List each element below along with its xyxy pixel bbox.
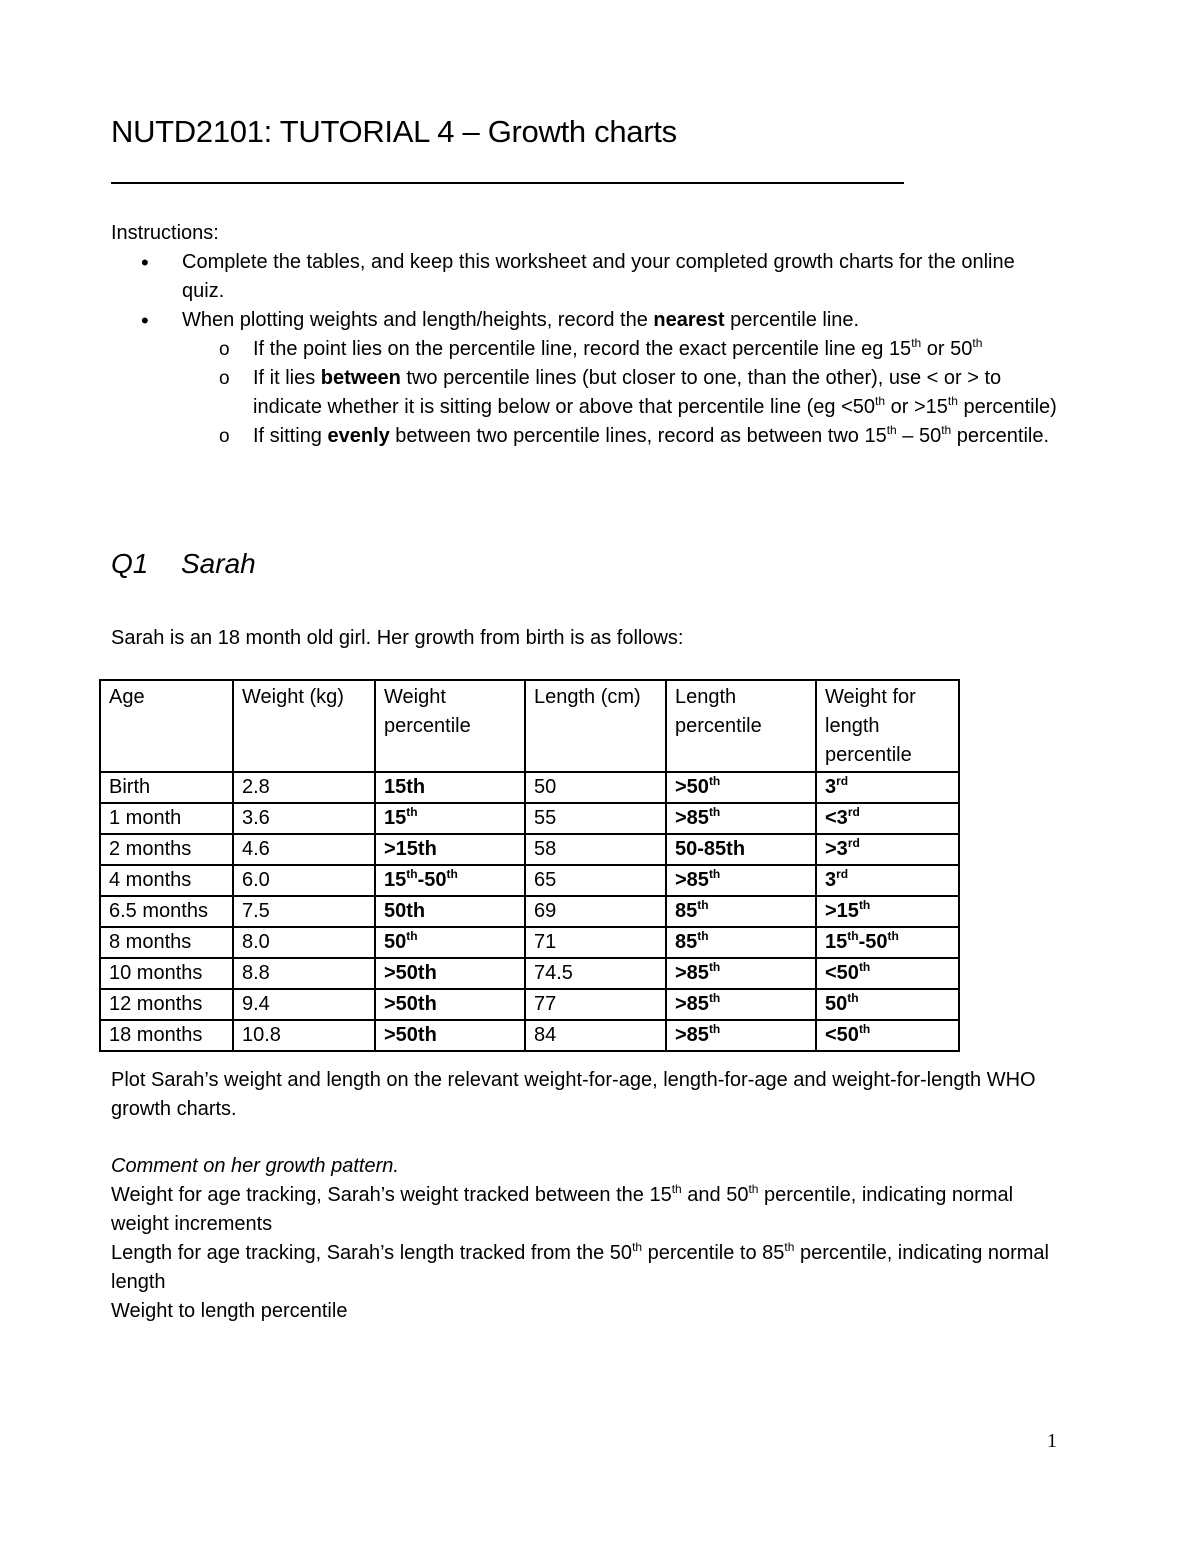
cell-age: 2 months — [100, 834, 233, 865]
cell-age: 18 months — [100, 1020, 233, 1051]
question-heading — [111, 548, 256, 580]
cell-weight-percentile: >50th — [375, 958, 525, 989]
table-header-cell: Age — [100, 680, 233, 772]
cell-weight-for-length-percentile: 3rd — [816, 772, 959, 803]
cell-weight-percentile: >50th — [375, 1020, 525, 1051]
cell-age: Birth — [100, 772, 233, 803]
cell-weight-percentile: 15th-50th — [375, 865, 525, 896]
question-number: Q1 — [111, 548, 149, 579]
cell-weight-for-length-percentile: >15th — [816, 896, 959, 927]
instruction-sublist — [182, 335, 1061, 451]
table-row — [100, 834, 959, 865]
cell-length-percentile: >85th — [666, 989, 816, 1020]
cell-length: 84 — [525, 1020, 666, 1051]
cell-weight: 8.0 — [233, 927, 375, 958]
cell-weight-percentile: 50th — [375, 896, 525, 927]
growth-table — [99, 679, 960, 1052]
cell-weight-percentile: >15th — [375, 834, 525, 865]
cell-length-percentile: >85th — [666, 1020, 816, 1051]
cell-length-percentile: >85th — [666, 865, 816, 896]
comment-prompt: Comment on her growth pattern. — [111, 1155, 399, 1177]
table-row — [100, 927, 959, 958]
instruction-bullet-1: • Complete the tables, and keep this worksheet and your completed growth charts for the online quiz. — [111, 248, 1061, 306]
table-row — [100, 958, 959, 989]
cell-weight-for-length-percentile: <50th — [816, 958, 959, 989]
cell-length: 74.5 — [525, 958, 666, 989]
cell-weight: 6.0 — [233, 865, 375, 896]
cell-weight-for-length-percentile: 3rd — [816, 865, 959, 896]
cell-length-percentile: >85th — [666, 803, 816, 834]
cell-age: 4 months — [100, 865, 233, 896]
cell-length: 50 — [525, 772, 666, 803]
cell-weight: 7.5 — [233, 896, 375, 927]
instruction-subitem-1: o If the point lies on the percentile line, record the exact percentile line eg 15th or 50th — [182, 335, 1061, 364]
cell-age: 10 months — [100, 958, 233, 989]
cell-weight: 9.4 — [233, 989, 375, 1020]
cell-weight: 4.6 — [233, 834, 375, 865]
title-underline — [111, 182, 904, 184]
instructions-label: Instructions: — [111, 222, 219, 244]
table-row — [100, 865, 959, 896]
table-header-cell: Weight percentile — [375, 680, 525, 772]
cell-age: 6.5 months — [100, 896, 233, 927]
plot-instruction: Plot Sarah’s weight and length on the relevant weight-for-age, length-for-age and weight-for-length WHO growth charts. — [111, 1069, 1036, 1120]
cell-age: 12 months — [100, 989, 233, 1020]
table-row — [100, 1020, 959, 1051]
cell-weight-for-length-percentile: <3rd — [816, 803, 959, 834]
cell-weight-for-length-percentile: >3rd — [816, 834, 959, 865]
cell-length-percentile: >50th — [666, 772, 816, 803]
cell-weight-percentile: 50th — [375, 927, 525, 958]
cell-weight: 3.6 — [233, 803, 375, 834]
cell-weight-percentile: >50th — [375, 989, 525, 1020]
table-row — [100, 896, 959, 927]
instruction-subitem-2: o If it lies between two percentile lines (but closer to one, than the other), use < or > to indicate whether it is sitting below or above that percentile line (eg <50th or >15th percentile) — [182, 364, 1061, 422]
comment-weight-for-age: Weight for age tracking, Sarah’s weight tracked between the 15th and 50th percentile, indicating normal weight increments — [111, 1182, 1014, 1235]
cell-age: 1 month — [100, 803, 233, 834]
comment-length-for-age: Length for age tracking, Sarah’s length tracked from the 50th percentile to 85th percentile, indicating normal length — [111, 1240, 1050, 1293]
cell-weight-for-length-percentile: 50th — [816, 989, 959, 1020]
cell-length-percentile: >85th — [666, 958, 816, 989]
cell-length: 69 — [525, 896, 666, 927]
cell-weight: 10.8 — [233, 1020, 375, 1051]
cell-weight: 2.8 — [233, 772, 375, 803]
table-header-cell: Weight for length percentile — [816, 680, 959, 772]
question-name: Sarah — [181, 548, 256, 579]
table-header-cell: Weight (kg) — [233, 680, 375, 772]
cell-age: 8 months — [100, 927, 233, 958]
table-row — [100, 989, 959, 1020]
comments-block — [111, 1181, 1071, 1326]
cell-length: 71 — [525, 927, 666, 958]
instruction-bullet-2: • When plotting weights and length/heights, record the nearest percentile line. o If the point lies on the percentile line, record the exact percentile line eg 15th or 50th o If it lies between two percentile lines (but closer to one, than the other), use < or > to indicate whether it is sitting below or above that percentile line (eg <50th or >15th percentile) o If sitting evenly between two percentile lines, record as between two 15th – 50th percentile. — [111, 306, 1061, 451]
cell-length: 65 — [525, 865, 666, 896]
document-title: NUTD2101: TUTORIAL 4 – Growth charts — [111, 114, 677, 149]
table-header-cell: Length (cm) — [525, 680, 666, 772]
cell-weight-for-length-percentile: 15th-50th — [816, 927, 959, 958]
cell-weight-percentile: 15th — [375, 772, 525, 803]
cell-length: 77 — [525, 989, 666, 1020]
comment-weight-for-length: Weight to length percentile — [111, 1300, 348, 1322]
cell-weight-for-length-percentile: <50th — [816, 1020, 959, 1051]
table-row — [100, 772, 959, 803]
page-number: 1 — [1047, 1430, 1057, 1452]
cell-weight-percentile: 15th — [375, 803, 525, 834]
cell-length: 55 — [525, 803, 666, 834]
cell-length-percentile: 85th — [666, 896, 816, 927]
cell-length-percentile: 50-85th — [666, 834, 816, 865]
cell-weight: 8.8 — [233, 958, 375, 989]
cell-length-percentile: 85th — [666, 927, 816, 958]
table-header-cell: Length percentile — [666, 680, 816, 772]
cell-length: 58 — [525, 834, 666, 865]
table-header-row — [100, 680, 959, 772]
instruction-subitem-3: o If sitting evenly between two percentile lines, record as between two 15th – 50th percentile. — [182, 422, 1061, 451]
table-row — [100, 803, 959, 834]
instructions-list — [111, 248, 1061, 451]
question-intro: Sarah is an 18 month old girl. Her growth from birth is as follows: — [111, 627, 684, 649]
